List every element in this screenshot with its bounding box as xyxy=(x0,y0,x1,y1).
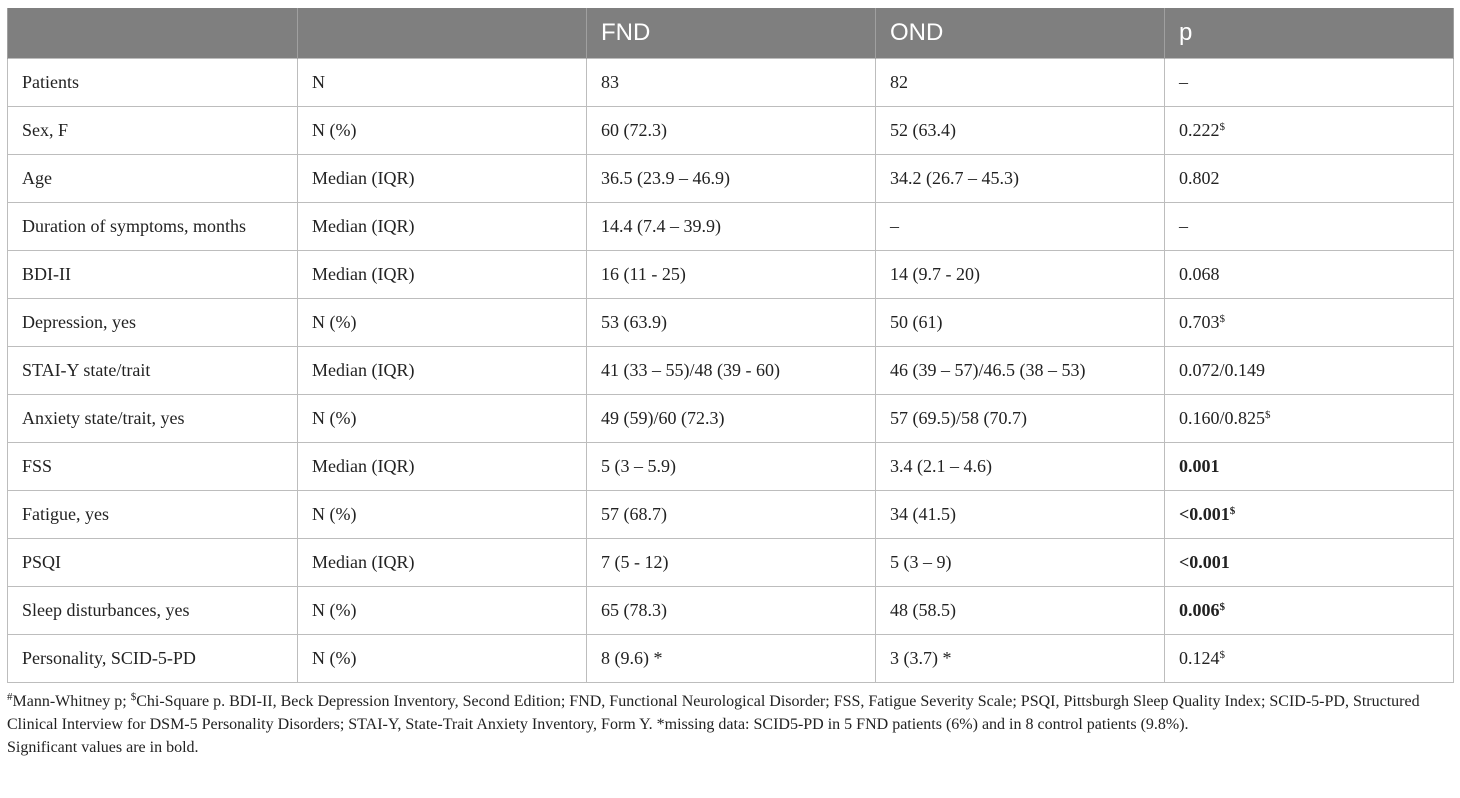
results-table-container xyxy=(7,8,1453,683)
table-row xyxy=(8,539,1454,587)
cell-variable: Personality, SCID-5-PD xyxy=(8,635,298,683)
cell-ond: 5 (3 – 9) xyxy=(876,539,1165,587)
cell-statistic: Median (IQR) xyxy=(298,155,587,203)
cell-fnd: 65 (78.3) xyxy=(587,587,876,635)
cell-fnd: 41 (33 – 55)/48 (39 - 60) xyxy=(587,347,876,395)
results-table xyxy=(7,8,1454,683)
cell-variable: BDI-II xyxy=(8,251,298,299)
table-row xyxy=(8,635,1454,683)
header-fnd: FND xyxy=(587,8,876,59)
table-row xyxy=(8,347,1454,395)
cell-ond: 82 xyxy=(876,59,1165,107)
cell-variable: Duration of symptoms, months xyxy=(8,203,298,251)
table-footnote xyxy=(7,690,1453,759)
cell-variable: PSQI xyxy=(8,539,298,587)
cell-statistic: Median (IQR) xyxy=(298,347,587,395)
cell-ond: 3.4 (2.1 – 4.6) xyxy=(876,443,1165,491)
cell-fnd: 53 (63.9) xyxy=(587,299,876,347)
header-ond: OND xyxy=(876,8,1165,59)
cell-fnd: 8 (9.6) * xyxy=(587,635,876,683)
cell-p-value xyxy=(1165,347,1454,395)
cell-ond: 57 (69.5)/58 (70.7) xyxy=(876,395,1165,443)
cell-p-value xyxy=(1165,59,1454,107)
table-row xyxy=(8,107,1454,155)
cell-ond: 3 (3.7) * xyxy=(876,635,1165,683)
table-header xyxy=(8,8,1454,59)
hash-marker: # xyxy=(7,691,13,703)
cell-ond: 34.2 (26.7 – 45.3) xyxy=(876,155,1165,203)
cell-p-value xyxy=(1165,587,1454,635)
chi-square-marker: $ xyxy=(1219,121,1225,133)
cell-ond: 46 (39 – 57)/46.5 (38 – 53) xyxy=(876,347,1165,395)
cell-p-value xyxy=(1165,491,1454,539)
p-value-text: 0.703 xyxy=(1179,312,1220,332)
p-value-text: 0.072/0.149 xyxy=(1179,360,1266,380)
cell-variable: Sleep disturbances, yes xyxy=(8,587,298,635)
cell-ond: 34 (41.5) xyxy=(876,491,1165,539)
cell-statistic: N (%) xyxy=(298,491,587,539)
cell-p-value xyxy=(1165,443,1454,491)
footnote-abbreviations xyxy=(7,690,1453,736)
cell-ond: 48 (58.5) xyxy=(876,587,1165,635)
cell-variable: Depression, yes xyxy=(8,299,298,347)
cell-fnd: 49 (59)/60 (72.3) xyxy=(587,395,876,443)
cell-fnd: 83 xyxy=(587,59,876,107)
cell-p-value xyxy=(1165,395,1454,443)
footnote-body: Chi-Square p. BDI-II, Beck Depression Inventory, Second Edition; FND, Functional Neurological Disorder; FSS, Fatigue Severity Scale; PSQI, Pittsburgh Sleep Quality Index; SCID-5-PD, Structured Clinical Interview for DSM-5 Personality Disorders; STAI-Y, State-Trait Anxiety Inventory, Form Y. *missing data: SCID5-PD in 5 FND patients (6%) and in 8 control patients (9.8%). xyxy=(7,693,1420,733)
mann-whitney-note: Mann-Whitney p; xyxy=(12,693,131,710)
cell-p-value xyxy=(1165,107,1454,155)
chi-square-marker: $ xyxy=(1219,313,1225,325)
cell-statistic: N xyxy=(298,59,587,107)
header-variable xyxy=(8,8,298,59)
cell-fnd: 7 (5 - 12) xyxy=(587,539,876,587)
cell-ond: 14 (9.7 - 20) xyxy=(876,251,1165,299)
table-row xyxy=(8,59,1454,107)
table-row xyxy=(8,395,1454,443)
header-p: p xyxy=(1165,8,1454,59)
cell-variable: Age xyxy=(8,155,298,203)
table-row xyxy=(8,203,1454,251)
table-row xyxy=(8,299,1454,347)
cell-p-value xyxy=(1165,203,1454,251)
p-value-text: 0.068 xyxy=(1179,264,1220,284)
cell-statistic: N (%) xyxy=(298,107,587,155)
cell-p-value xyxy=(1165,251,1454,299)
p-value-text: – xyxy=(1179,216,1188,236)
cell-fnd: 36.5 (23.9 – 46.9) xyxy=(587,155,876,203)
cell-variable: FSS xyxy=(8,443,298,491)
p-value-text: – xyxy=(1179,72,1188,92)
p-value-text: <0.001 xyxy=(1179,504,1230,524)
cell-statistic: N (%) xyxy=(298,299,587,347)
cell-p-value xyxy=(1165,635,1454,683)
cell-fnd: 16 (11 - 25) xyxy=(587,251,876,299)
header-statistic xyxy=(298,8,587,59)
cell-statistic: N (%) xyxy=(298,395,587,443)
chi-square-marker: $ xyxy=(1219,649,1225,661)
cell-p-value xyxy=(1165,299,1454,347)
cell-variable: Fatigue, yes xyxy=(8,491,298,539)
cell-statistic: Median (IQR) xyxy=(298,203,587,251)
table-row xyxy=(8,587,1454,635)
cell-ond: 52 (63.4) xyxy=(876,107,1165,155)
cell-statistic: Median (IQR) xyxy=(298,443,587,491)
p-value-text: 0.160/0.825 xyxy=(1179,408,1266,428)
chi-square-marker: $ xyxy=(1265,409,1271,421)
table-row xyxy=(8,491,1454,539)
p-value-text: 0.124 xyxy=(1179,648,1220,668)
cell-variable: Patients xyxy=(8,59,298,107)
cell-statistic: N (%) xyxy=(298,587,587,635)
dollar-marker: $ xyxy=(130,691,137,703)
cell-statistic: Median (IQR) xyxy=(298,251,587,299)
header-row xyxy=(8,8,1454,59)
cell-ond: 50 (61) xyxy=(876,299,1165,347)
p-value-text: <0.001 xyxy=(1179,552,1230,572)
cell-fnd: 60 (72.3) xyxy=(587,107,876,155)
cell-ond: – xyxy=(876,203,1165,251)
cell-statistic: N (%) xyxy=(298,635,587,683)
chi-square-marker: $ xyxy=(1219,601,1225,613)
cell-variable: STAI-Y state/trait xyxy=(8,347,298,395)
p-value-text: 0.006 xyxy=(1179,600,1220,620)
cell-fnd: 14.4 (7.4 – 39.9) xyxy=(587,203,876,251)
cell-fnd: 5 (3 – 5.9) xyxy=(587,443,876,491)
table-row xyxy=(8,443,1454,491)
p-value-text: 0.222 xyxy=(1179,120,1220,140)
cell-statistic: Median (IQR) xyxy=(298,539,587,587)
footnote-significance: Significant values are in bold. xyxy=(7,739,199,756)
table-row xyxy=(8,155,1454,203)
cell-variable: Sex, F xyxy=(8,107,298,155)
chi-square-marker: $ xyxy=(1229,505,1236,517)
cell-variable: Anxiety state/trait, yes xyxy=(8,395,298,443)
cell-p-value xyxy=(1165,155,1454,203)
cell-p-value xyxy=(1165,539,1454,587)
p-value-text: 0.001 xyxy=(1179,456,1220,476)
table-body xyxy=(8,59,1454,683)
cell-fnd: 57 (68.7) xyxy=(587,491,876,539)
table-row xyxy=(8,251,1454,299)
p-value-text: 0.802 xyxy=(1179,168,1220,188)
